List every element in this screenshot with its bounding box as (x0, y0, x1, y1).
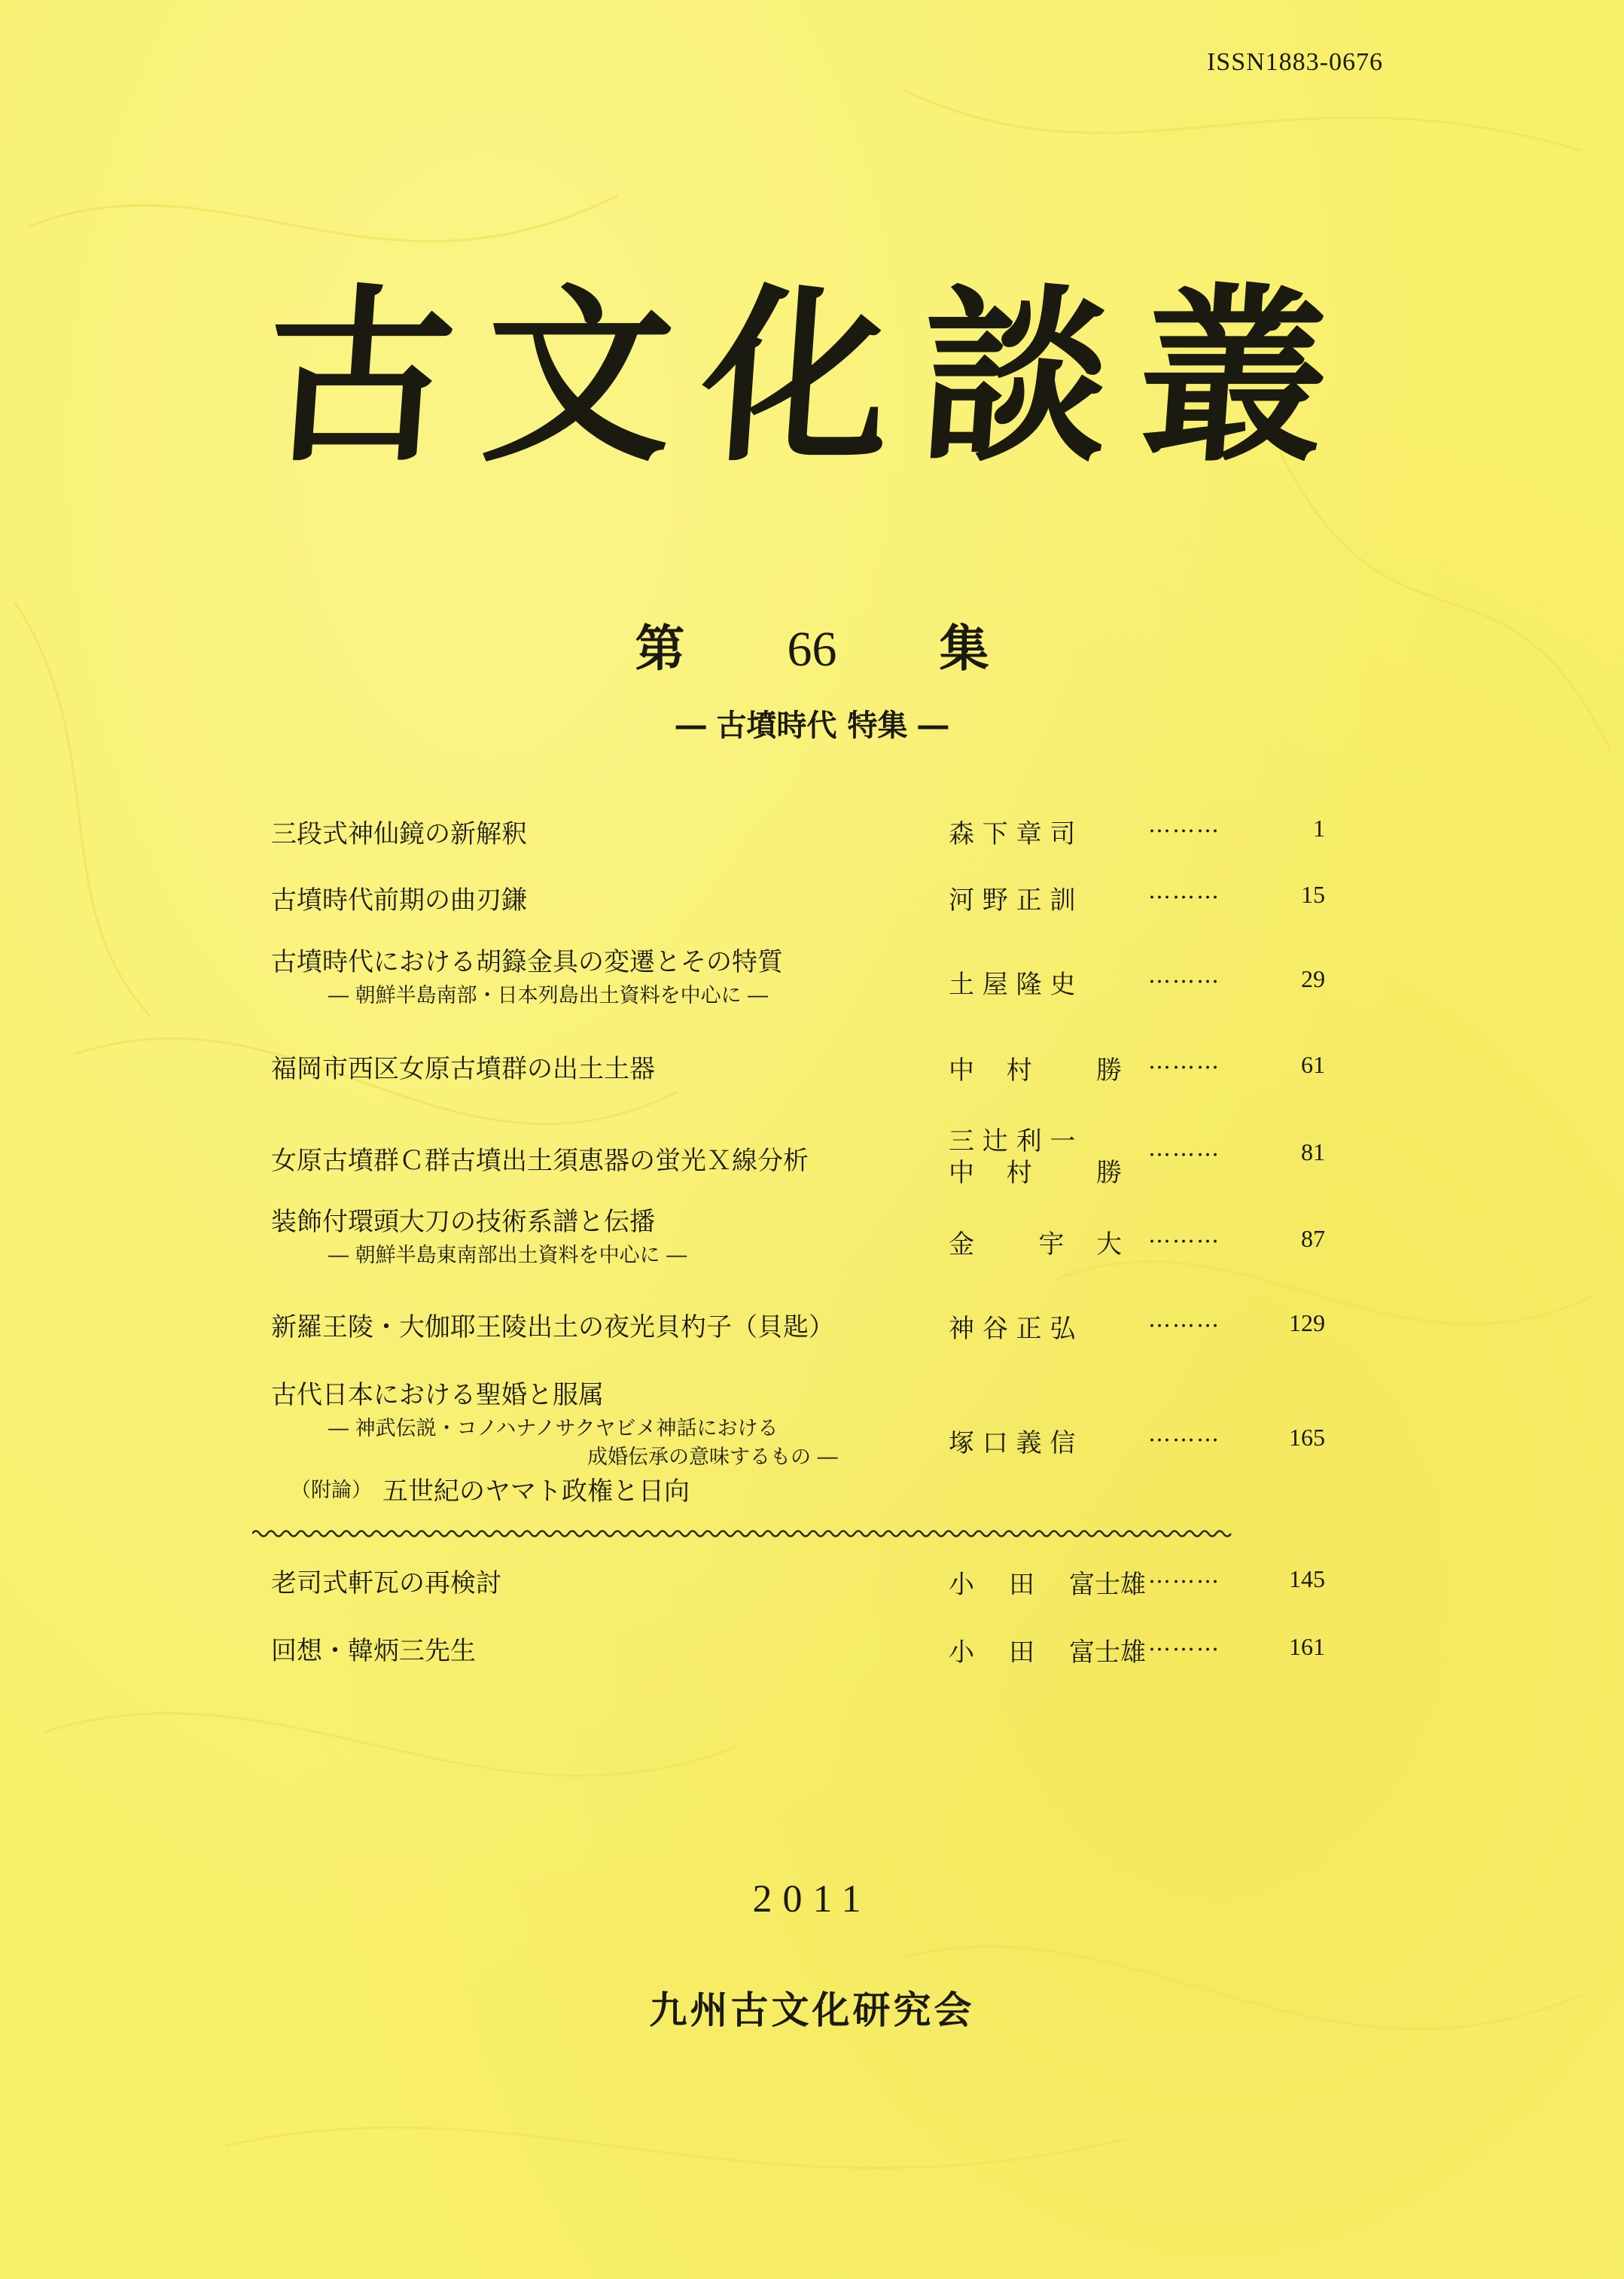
article-author: 金 宇 大 (949, 1229, 1122, 1260)
dot-leader: ……… (1148, 1048, 1220, 1074)
article-title: 古墳時代における胡籙金具の変遷とその特質 (271, 947, 783, 977)
article-author: 中 村 勝 (949, 1158, 1122, 1188)
article-subtitle: ― 朝鮮半島南部・日本列島出土資料を中心に ― (328, 984, 769, 1007)
article-title: 装飾付環頭大刀の技術系譜と伝播 (271, 1207, 655, 1237)
article-author: 三 辻 利 一 (949, 1126, 1076, 1156)
publisher-name: 九州古文化研究会 (649, 1988, 975, 2032)
page-number: 165 (1289, 1424, 1325, 1451)
issn-number: ISSN1883-0676 (1206, 48, 1383, 76)
appendix-title: 五世紀のヤマト政権と日向 (382, 1476, 690, 1507)
article-author: 中 村 勝 (949, 1056, 1122, 1086)
page-number: 61 (1301, 1051, 1325, 1078)
article-subtitle: ― 神武伝説・コノハナノサクヤビメ神話における (328, 1417, 778, 1440)
article-subtitle: 成婚伝承の意味するもの ― (587, 1446, 838, 1469)
dot-leader: ……… (1148, 1306, 1220, 1333)
article-title: 回想・韓炳三先生 (271, 1636, 476, 1666)
volume-prefix: 第 (635, 619, 685, 678)
dot-leader: ……… (1148, 1222, 1220, 1248)
article-title: 老司式軒瓦の再検討 (271, 1568, 501, 1598)
article-title: 女原古墳群Ｃ群古墳出土須恵器の蛍光Ｘ線分析 (271, 1146, 809, 1176)
dot-leader: ……… (1148, 1135, 1220, 1162)
publication-year: 2011 (752, 1878, 872, 1921)
article-author: 塚 口 義 信 (949, 1428, 1076, 1458)
article-title: 古代日本における聖婚と服属 (271, 1380, 604, 1410)
article-title: 古墳時代前期の曲刃鎌 (271, 885, 527, 916)
volume-number (0, 608, 1624, 680)
page-number: 129 (1289, 1309, 1325, 1336)
article-author: 神 谷 正 弘 (949, 1314, 1076, 1344)
page-number: 161 (1289, 1633, 1325, 1660)
article-author: 土 屋 隆 史 (949, 970, 1076, 1000)
volume-suffix: 集 (939, 619, 989, 678)
dot-leader: ……… (1148, 962, 1220, 989)
article-author: 小 田 富士雄 (949, 1570, 1146, 1600)
page-number: 81 (1301, 1138, 1325, 1165)
page-number: 87 (1301, 1225, 1325, 1252)
page-number: 145 (1289, 1565, 1325, 1592)
dot-leader: ……… (1148, 1562, 1220, 1589)
article-author: 森 下 章 司 (949, 819, 1076, 849)
wavy-divider (252, 1526, 1321, 1541)
journal-title: 古文化談叢 (258, 266, 1366, 487)
page-number: 1 (1313, 815, 1325, 842)
page-number: 29 (1301, 965, 1325, 992)
dot-leader: ……… (1148, 1421, 1220, 1447)
special-issue-label: ― 古墳時代 特集 ― (675, 708, 949, 743)
article-author: 小 田 富士雄 (949, 1638, 1146, 1668)
dot-leader: ……… (1148, 878, 1220, 904)
volume-digits: 66 (787, 622, 837, 677)
article-author: 河 野 正 訓 (949, 885, 1076, 916)
dot-leader: ……… (1148, 812, 1220, 838)
appendix-tag: （附論） (291, 1479, 372, 1502)
article-title: 福岡市西区女原古墳群の出土土器 (271, 1054, 655, 1084)
dot-leader: ……… (1148, 1630, 1220, 1656)
article-title: 三段式神仙鏡の新解釈 (271, 819, 527, 849)
article-title: 新羅王陵・大伽耶王陵出土の夜光貝杓子（貝匙） (271, 1312, 834, 1342)
page-number: 15 (1301, 881, 1325, 908)
article-subtitle: ― 朝鮮半島東南部出土資料を中心に ― (328, 1244, 687, 1267)
